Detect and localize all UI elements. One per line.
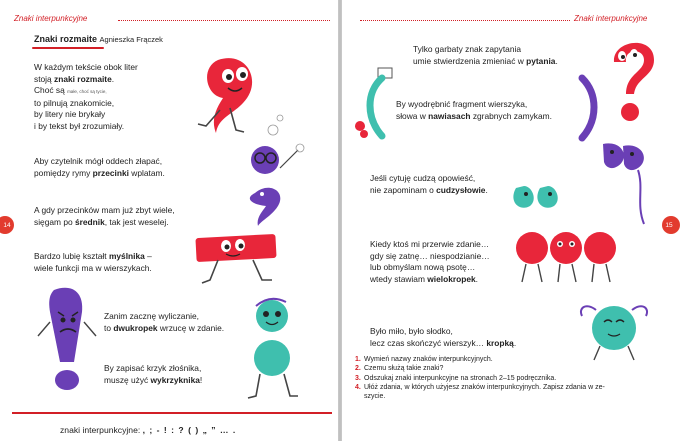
stanza-4: Bardzo lubię kształt myślnika – wiele funkcji ma w wierszykach. (34, 251, 152, 273)
stanza-5: Zanim zacznę wyliczanie, to dwukropek wrzucę w zdanie. (104, 311, 225, 333)
stanza-1: W każdym tekście obok liter stoją znaki rozmaite. Choć są małe, choć są tycie, to pilnują znakomicie, by litery nie brykały i by tekst był zrozumiały. (34, 62, 138, 131)
right-stanza-4: Kiedy ktoś mi przerwie zdanie… gdy się zatnę… niespodzianie… lub obmyślam nową psotę… wtedy stawiam wielokropek. (370, 239, 490, 284)
stanza-2: Aby czytelnik mógł oddech złapać, pomiędzy rymy przecinki wplatam. (34, 156, 165, 178)
left-page-header: Znaki interpunkcyjne (14, 14, 88, 23)
punctuation-summary: znaki interpunkcyjne: , ; - ! : ? ( ) „ ” … . (60, 425, 237, 435)
stanza-3: A gdy przecinków mam już zbyt wiele, sięgam po średnik, tak jest weselej. (34, 205, 175, 227)
exclamation-character-illustration (32, 282, 102, 402)
poem-title: Znaki rozmaite Agnieszka Frączek (34, 34, 163, 44)
exercise-item: 2. Czemu służą takie znaki? (355, 365, 444, 373)
right-stanza-3: Jeśli cytuję cudzą opowieść, nie zapominam o cudzysłowie. (370, 173, 488, 195)
title-underline (32, 47, 104, 49)
period-character-illustration (566, 298, 666, 364)
colon-character-illustration (240, 292, 310, 412)
stanza-6: By zapisać krzyk złośnika, muszę użyć wykrzyknika! (104, 363, 203, 385)
ellipsis-character-illustration (512, 226, 622, 286)
exercise-item: 4. Ułóż zdania, w których użyjesz znaków interpunkcyjnych. Zapisz zdania w ze- szycie. (355, 383, 605, 401)
right-stanza-5: Było miło, było słodko, lecz czas skończyć wierszyk… kropką. (370, 326, 517, 348)
punctuation-marks-list: , ; - ! : ? ( ) „ ” … . (142, 425, 237, 435)
right-stanza-1: Tylko garbaty znak zapytania umie stwierdzenia zmieniać w pytania. (413, 44, 558, 66)
left-page (0, 0, 338, 441)
question-mark-character-illustration (604, 32, 664, 132)
right-page-header: Znaki interpunkcyjne (574, 14, 648, 23)
header-dotted-line (118, 20, 330, 21)
page-number-left: 14 (0, 216, 14, 234)
bottom-red-rule (12, 412, 332, 414)
closing-parenthesis-illustration (574, 74, 604, 144)
comma-character-illustration (188, 48, 288, 148)
right-stanza-2: By wyodrębnić fragment wierszyka, słowa w nawiasach zgrabnych zamykam. (396, 99, 552, 121)
dash-character-illustration (188, 228, 288, 288)
page-number-right: 15 (662, 216, 680, 234)
exercise-item: 1. Wymień nazwy znaków interpunkcyjnych. (355, 356, 493, 363)
semicolon-character-illustration (240, 138, 310, 228)
header-dotted-line-right (360, 20, 570, 21)
exercise-item: 3. Odszukaj znaki interpunkcyjne na stronach 2–15 podręcznika. (355, 374, 557, 382)
quotation-marks-character-illustration (508, 140, 658, 230)
parentheses-character-illustration (352, 66, 402, 146)
